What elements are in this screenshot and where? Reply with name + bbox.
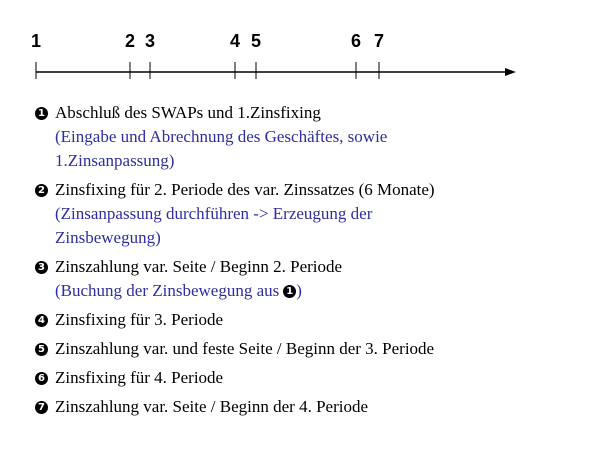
legend-item-1	[35, 101, 595, 173]
legend-item-note: (Zinsanpassung durchführen -> Erzeugung der	[55, 204, 373, 223]
legend-item-note: (Eingabe und Abrechnung des Geschäftes, sowie	[55, 127, 388, 146]
number-badge-1-icon: 1	[35, 107, 48, 120]
legend-item-note-text: (Buchung der Zinsbewegung aus	[55, 281, 280, 300]
number-badge-1-ref-icon: 1	[283, 285, 296, 298]
legend-item-7	[35, 395, 595, 419]
timeline-arrowhead	[505, 68, 516, 76]
legend-item-note: Zinsbewegung)	[55, 228, 161, 247]
legend-item-title: Abschluß des SWAPs und 1.Zinsfixing	[55, 103, 321, 122]
number-badge-7-icon: 7	[35, 401, 48, 414]
legend-item-2	[35, 178, 595, 250]
legend-item-note: 1.Zinsanpassung)	[55, 151, 175, 170]
timeline-label-2: 2	[124, 31, 136, 51]
legend-item-6	[35, 366, 595, 390]
number-badge-6-icon: 6	[35, 372, 48, 385]
number-badge-2-icon: 2	[35, 184, 48, 197]
timeline-label-7: 7	[373, 31, 385, 51]
legend-item-title: Zinsfixing für 2. Periode des var. Zinssatzes (6 Monate)	[55, 180, 435, 199]
legend-item-4	[35, 308, 595, 332]
timeline-label-3: 3	[144, 31, 156, 51]
timeline-label-5: 5	[250, 31, 262, 51]
timeline	[0, 0, 599, 90]
legend-item-3	[35, 255, 595, 303]
number-badge-5-icon: 5	[35, 343, 48, 356]
legend-item-note	[55, 279, 595, 303]
legend	[35, 101, 595, 419]
legend-item-title: Zinszahlung var. und feste Seite / Beginn der 3. Periode	[55, 339, 435, 358]
timeline-label-4: 4	[229, 31, 241, 51]
legend-item-title: Zinszahlung var. Seite / Beginn der 4. Periode	[55, 397, 369, 416]
legend-item-title: Zinsfixing für 4. Periode	[55, 368, 224, 387]
timeline-label-6: 6	[350, 31, 362, 51]
legend-item-note-close: )	[296, 281, 302, 300]
timeline-label-1: 1	[30, 31, 42, 51]
number-badge-3-icon: 3	[35, 261, 48, 274]
legend-item-title: Zinsfixing für 3. Periode	[55, 310, 224, 329]
number-badge-4-icon: 4	[35, 314, 48, 327]
legend-item-5	[35, 337, 595, 361]
legend-item-title: Zinszahlung var. Seite / Beginn 2. Periode	[55, 257, 343, 276]
